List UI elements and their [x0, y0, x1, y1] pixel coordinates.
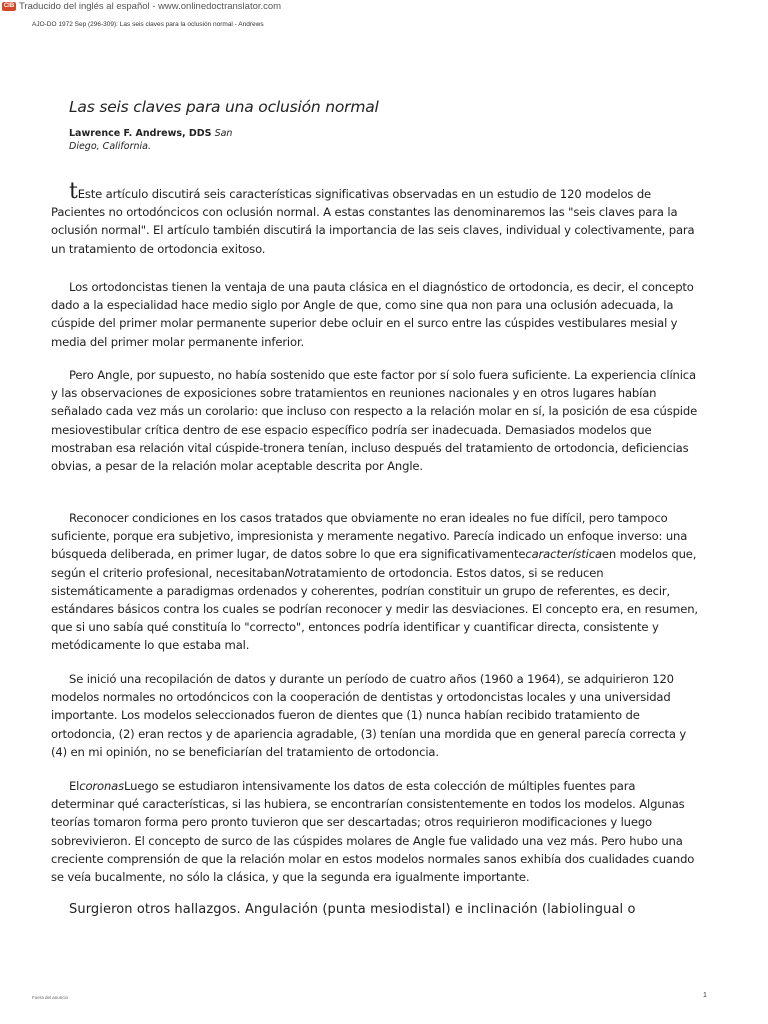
paragraph-1 [51, 179, 701, 258]
author-name: Lawrence F. Andrews, DDS [69, 128, 212, 139]
drop-cap: t [69, 179, 78, 204]
paragraph-4-text-b: en modelos que, según el criterio profesional, necesitaban [51, 547, 697, 580]
paragraph-1-text: Este artículo discutirá seis características significativas observadas en un estudio de 120 modelos de Pacientes no ortodóncicos con oclusión normal. A estas constantes las denominaremos las "seis claves para la oclusión normal". El artículo también discutirá la importancia de las seis claves, individual y colectivamente, para un tratamiento de ortodoncia exitoso. [51, 187, 695, 256]
paragraph-4 [51, 509, 701, 655]
paragraph-4-text-a: Reconocer condiciones en los casos tratados que obviamente no eran ideales no fue difícil, pero tampoco suficiente, porque era subjetivo, impresionista y meramente negativo. Parecía indicado un enfoque inverso: una búsqueda deliberada, en primer lugar, de datos sobre lo que era significativamente [51, 511, 688, 562]
translator-banner-text[interactable]: Traducido del inglés al español - www.onlinedoctranslator.com [19, 0, 282, 12]
paragraph-2: Los ortodoncistas tienen la ventaja de una pauta clásica en el diagnóstico de ortodoncia, es decir, el concepto dado a la especialidad hace medio siglo por Angle de que, como sine qua non para una oclusión adecuada, la cúspide del primer molar permanente superior debe ocluir en el surco entre las cúspides vestibulares mesial y media del primer molar permanente inferior. [51, 280, 694, 349]
paragraph-5: Se inició una recopilación de datos y durante un período de cuatro años (1960 a 1964), se adquirieron 120 modelos normales no ortodóncicos con la cooperación de dentistas y ortodoncistas locales y una universidad importante. Los modelos seleccionados fueron de dientes que (1) nunca habían recibido tratamiento de ortodoncia, (2) eran rectos y de apariencia agradable, (3) tenían una mordida que en general parecía correcta y (4) en mi opinión, no se beneficiarían del tratamiento de ortodoncia. [51, 672, 687, 759]
paragraph-3: Pero Angle, por supuesto, no había sostenido que este factor por sí solo fuera suficiente. La experiencia clínica y las observaciones de exposiciones sobre tratamientos en reuniones nacionales y en otros lugares habían señalado cada vez más un corolario: que incluso con respecto a la relación molar en sí, la posición de esa cúspide mesiovestibular crítica dentro de ese espacio específico podría ser inadecuada. Demasiados modelos que mostraban esa relación vital cúspide-tronera tenían, incluso después del tratamiento de ortodoncia, deficiencias obvias, a pesar de la relación molar aceptable descrita por Angle. [51, 368, 698, 474]
paragraph-6-emphasis: coronas [79, 779, 125, 793]
running-head: AJO-DO 1972 Sep (296-309): Las seis claves para la oclusión normal - Andrews [32, 21, 264, 28]
paragraph-6-text-a: El [69, 779, 80, 793]
translator-logo-icon: CIB [3, 2, 15, 9]
paragraph-6 [51, 777, 701, 886]
author-block [69, 128, 239, 153]
footer-note: Fuera del anuncio [32, 995, 69, 1000]
page-number: 1 [703, 992, 707, 999]
translator-banner[interactable] [2, 0, 281, 12]
article-title: Las seis claves para una oclusión normal [69, 98, 379, 116]
author-location: San Diego, California. [69, 128, 233, 152]
paragraph-6-text-b: Luego se estudiaron intensivamente los datos de esta colección de múltiples fuentes para determinar qué características, si las hubiera, se encontrarían consistentemente en todos los modelos. Algunas teorías tomaron forma pero pronto tuvieron que ser descartadas; otros requirieron modificaciones y luego sobrevivieron. El concepto de surco de las cúspides molares de Angle fue validado una vez más. Pero hubo una creciente comprensión de que la relación molar en estos modelos normales sanos exhibía dos cualidades cuando se veía bucalmente, no sólo la clásica, y que la segunda era igualmente importante. [51, 779, 695, 885]
paragraph-4-text-c: tratamiento de ortodoncia. Estos datos, si se reducen sistemáticamente a paradigmas ordenados y coherentes, podrían constituir un grupo de referentes, es decir, estándares básicos contra los cuales se podrían reconocer y medir las desviaciones. El concepto era, en resumen, que si uno sabía qué constituía lo "correcto", entonces podría identificar y cuantificar directa, consistente y metódicamente lo que estaba mal. [51, 565, 698, 653]
paragraph-4-emphasis-2: No [284, 565, 301, 580]
paragraph-7: Surgieron otros hallazgos. Angulación (punta mesiodistal) e inclinación (labiolingual o [69, 902, 636, 917]
paragraph-4-emphasis-1: característica [525, 547, 602, 562]
